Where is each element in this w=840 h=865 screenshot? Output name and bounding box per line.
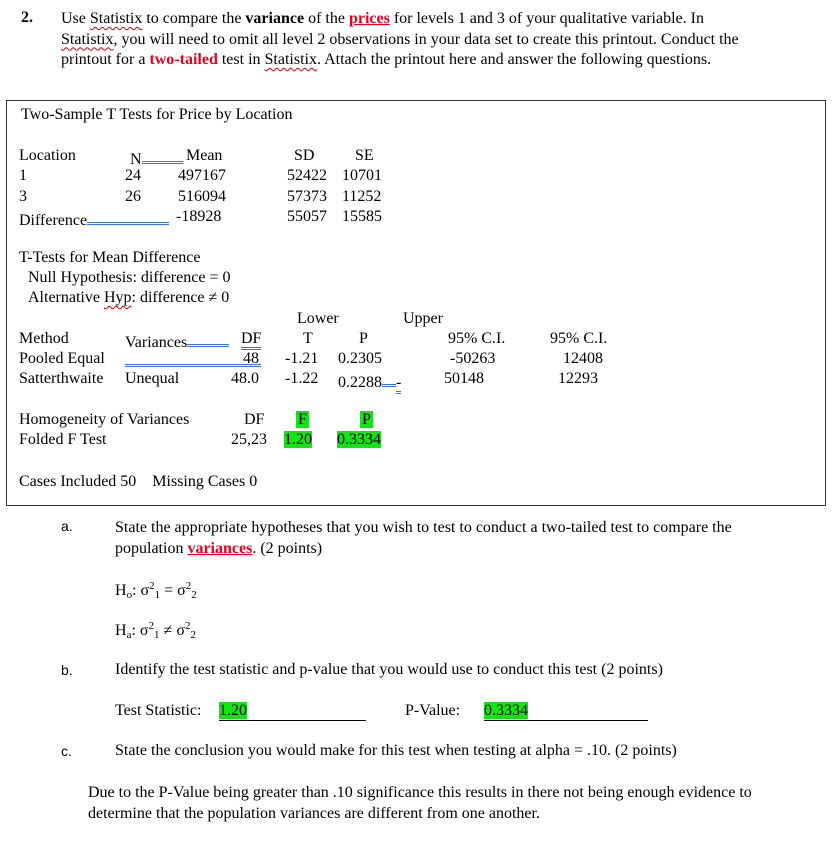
test-statistic-label: Test Statistic: <box>115 702 202 719</box>
header-upper: Upper <box>403 310 443 327</box>
part-b-text: Identify the test statistic and p-value that you would use to conduct this test (2 points) <box>115 661 663 678</box>
variance-word: variance <box>245 10 305 27</box>
test-statistic-value: 1.20 <box>219 702 247 719</box>
alt-hypothesis-answer: $H_a$: $\sigma^2_1 \ne \sigma^2_2$ <box>115 620 196 641</box>
method-row-lower: -50263 <box>450 350 496 367</box>
table-row-n: 24 <box>125 167 141 184</box>
table-row-location: 1 <box>19 167 27 184</box>
header-sd: SD <box>294 147 315 164</box>
part-c-letter: c. <box>61 743 72 759</box>
homog-label: Homogeneity of Variances <box>19 411 190 428</box>
method-row-t: -1.22 <box>285 370 319 387</box>
method-row-df: 48.0 <box>231 370 259 387</box>
method-row-p: 0.2305 <box>338 350 382 367</box>
method-row-t: -1.21 <box>285 350 319 367</box>
homog-p-label: P <box>362 411 371 428</box>
table-row-location: 3 <box>19 188 27 205</box>
method-row-upper: 12293 <box>558 370 598 387</box>
table-row-location: Difference <box>19 208 169 230</box>
part-c-answer: Due to the P-Value being greater than .10 significance this results in there not being enough evidence to determine that the population variances are different from one another. <box>88 784 752 822</box>
folded-p: 0.3334 <box>337 431 381 448</box>
header-df: DF <box>241 330 261 348</box>
null-hypothesis-answer: $H_o$: $\sigma^2_1 = \sigma^2_2$ <box>115 580 197 601</box>
header-n: N <box>130 147 183 169</box>
header-se: SE <box>355 147 374 164</box>
homog-f-label: F <box>298 411 307 428</box>
folded-label: Folded F Test <box>19 431 107 448</box>
header-mean: Mean <box>186 147 223 164</box>
question-text: Use Statistix to compare the variance of the prices for levels 1 and 3 of your qualitative variable. In Statistix, you will need to omit all level 2 observations in your data set to create this printout. Conduct the printout for a two-tailed test in Statistix. Attach the printout here and answer the following questions. <box>61 10 739 68</box>
table-row-se: 10701 <box>342 167 382 184</box>
homog-df-label: DF <box>244 411 265 428</box>
header-ci-upper: 95% C.I. <box>550 330 608 347</box>
header-p: P <box>359 330 368 347</box>
part-c-text: State the conclusion you would make for this test when testing at alpha = .10. (2 points) <box>115 742 677 759</box>
printout-title: Two-Sample T Tests for Price by Location <box>21 106 293 123</box>
table-row-sd: 57373 <box>287 188 327 205</box>
ttest-title: T-Tests for Mean Difference <box>19 249 201 266</box>
header-location: Location <box>19 147 76 164</box>
header-ci-lower: 95% C.I. <box>448 330 506 347</box>
table-row-n: 26 <box>125 188 141 205</box>
null-hypothesis: Null Hypothesis: difference = 0 <box>28 269 231 286</box>
method-row-variances: Unequal <box>125 370 180 387</box>
folded-df: 25,23 <box>231 431 267 448</box>
header-method: Method <box>19 330 69 347</box>
method-row-df: 48 <box>243 350 259 367</box>
prices-word: prices <box>348 10 390 27</box>
table-row-mean: 516094 <box>178 188 226 205</box>
header-lower: Lower <box>297 310 339 327</box>
method-row-upper: 12408 <box>563 350 603 367</box>
method-row-p: 0.2288 - <box>338 370 401 392</box>
method-row-lower: 50148 <box>444 370 484 387</box>
two-tailed-word: two-tailed <box>149 51 218 68</box>
part-a-letter: a. <box>61 518 73 534</box>
method-row-method: Pooled Equal <box>19 350 105 367</box>
table-row-sd: 52422 <box>287 167 327 184</box>
table-row-se: 11252 <box>342 188 382 205</box>
header-variances: Variances <box>125 330 229 352</box>
part-b-letter: b. <box>61 662 73 678</box>
method-row-method: Satterthwaite <box>19 370 104 387</box>
alt-hypothesis: Alternative Hyp: difference ≠ 0 <box>28 289 230 306</box>
test-statistic-line <box>219 720 366 721</box>
method-row-spacer <box>125 350 261 372</box>
table-row-mean: -18928 <box>176 208 222 225</box>
p-value-line <box>484 720 648 721</box>
cases-line: Cases Included 50 Missing Cases 0 <box>19 473 258 490</box>
table-row-mean: 497167 <box>178 167 226 184</box>
question-number: 2. <box>21 9 33 26</box>
p-value-label: P-Value: <box>405 702 461 719</box>
p-value-value: 0.3334 <box>484 702 528 719</box>
table-row-sd: 55057 <box>287 208 327 225</box>
header-t: T <box>303 330 313 347</box>
folded-f: 1.20 <box>284 431 312 448</box>
table-row-se: 15585 <box>342 208 382 225</box>
part-a-text: State the appropriate hypotheses that you wish to test to conduct a two-tailed test to compare the population variances. (2 points) <box>115 519 732 557</box>
statistix-word: Statistix <box>89 10 143 27</box>
